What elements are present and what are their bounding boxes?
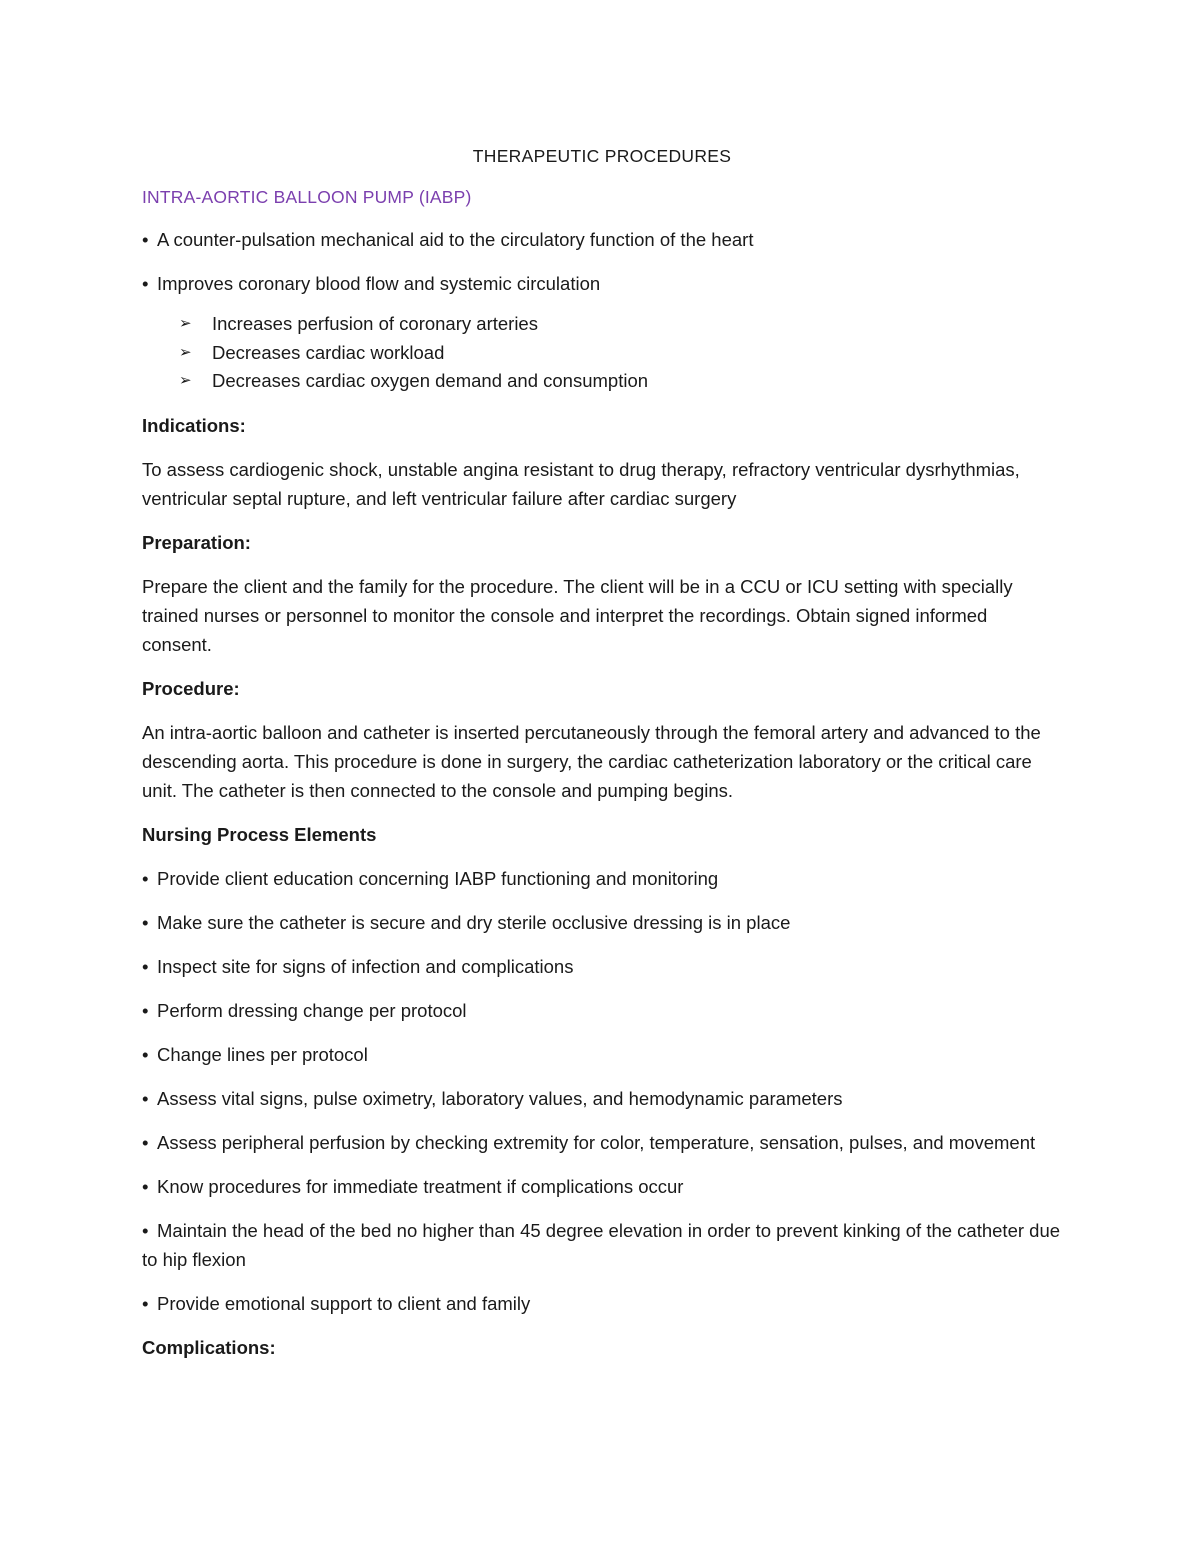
nursing-bullet (142, 1040, 1062, 1069)
nursing-bullet-text: Inspect site for signs of infection and complications (157, 955, 574, 977)
nursing-bullet-text: Perform dressing change per protocol (157, 999, 467, 1021)
bullet-icon: • (142, 1292, 149, 1314)
nursing-bullet (142, 1289, 1062, 1318)
nursing-bullet-text: Change lines per protocol (157, 1043, 368, 1065)
nursing-bullet-text: Maintain the head of the bed no higher than 45 degree elevation in order to prevent kinking of the catheter due to hip flexion (142, 1219, 1061, 1270)
bullet-icon: • (142, 1175, 149, 1197)
indications-heading: Indications: (142, 414, 246, 436)
bullet-icon: • (142, 273, 149, 294)
arrow-bullet-icon: ➢ (179, 372, 192, 389)
bullet-icon: • (142, 955, 149, 977)
preparation-text: Prepare the client and the family for the procedure. The client will be in a CCU or ICU setting with specially trained nurses or personnel to monitor the console and interpret the recordings. Obtain signed informed consent. (142, 575, 1013, 655)
complications-heading: Complications: (142, 1336, 276, 1358)
document-title: THERAPEUTIC PROCEDURES (472, 146, 732, 166)
bullet-icon: • (142, 1043, 149, 1065)
sub-bullet-text: Decreases cardiac oxygen demand and consumption (212, 370, 649, 391)
bullet-icon: • (142, 229, 149, 250)
sub-bullet-text: Increases perfusion of coronary arteries (212, 313, 538, 334)
indications-text: To assess cardiogenic shock, unstable angina resistant to drug therapy, refractory ventricular dysrhythmias, ventricular septal rupture, and left ventricular failure after cardiac surgery (142, 458, 1020, 509)
intro-bullet (142, 225, 1062, 254)
nursing-bullet (142, 908, 1062, 937)
sub-bullet-text: Decreases cardiac workload (212, 341, 445, 363)
preparation-heading: Preparation: (142, 531, 251, 553)
nursing-bullet (142, 952, 1062, 981)
bullet-icon: • (142, 999, 149, 1021)
bullet-icon: • (142, 1131, 149, 1153)
sub-bullet-item (142, 367, 1062, 396)
nursing-bullet (142, 1172, 1062, 1201)
nursing-bullet (142, 1084, 1062, 1113)
nursing-bullet-text: Provide emotional support to client and family (157, 1292, 531, 1314)
document-page (142, 143, 1062, 1377)
nursing-bullet-text: Know procedures for immediate treatment if complications occur (157, 1175, 684, 1197)
intro-bullet-text: Improves coronary blood flow and systemic circulation (157, 273, 601, 294)
nursing-bullet-text: Assess peripheral perfusion by checking extremity for color, temperature, sensation, pulses, and movement (157, 1131, 1036, 1153)
sub-bullet-item (142, 310, 1062, 339)
sub-bullet-list (142, 310, 1062, 396)
nursing-heading: Nursing Process Elements (142, 823, 377, 845)
arrow-bullet-icon: ➢ (179, 315, 192, 332)
bullet-icon: • (142, 1219, 149, 1241)
nursing-bullet-text: Make sure the catheter is secure and dry sterile occlusive dressing is in place (157, 911, 791, 933)
intro-bullet-text: A counter-pulsation mechanical aid to the circulatory function of the heart (157, 229, 754, 250)
arrow-bullet-icon: ➢ (179, 343, 192, 361)
nursing-bullet-text: Assess vital signs, pulse oximetry, laboratory values, and hemodynamic parameters (157, 1087, 843, 1109)
nursing-bullet (142, 1216, 1062, 1274)
procedure-heading: Procedure: (142, 677, 240, 699)
intro-bullet (142, 269, 1062, 298)
nursing-bullet (142, 864, 1062, 893)
section-title-iabp: INTRA-AORTIC BALLOON PUMP (IABP) (142, 187, 472, 207)
nursing-bullet (142, 996, 1062, 1025)
bullet-icon: • (142, 911, 149, 933)
bullet-icon: • (142, 867, 149, 889)
bullet-icon: • (142, 1087, 149, 1109)
nursing-bullet-text: Provide client education concerning IABP functioning and monitoring (157, 867, 719, 889)
nursing-bullet (142, 1128, 1062, 1157)
sub-bullet-item (142, 339, 1062, 368)
procedure-text: An intra-aortic balloon and catheter is inserted percutaneously through the femoral artery and advanced to the descending aorta. This procedure is done in surgery, the cardiac catheterization laboratory or the critical care unit. The catheter is then connected to the console and pumping begins. (142, 721, 1041, 801)
